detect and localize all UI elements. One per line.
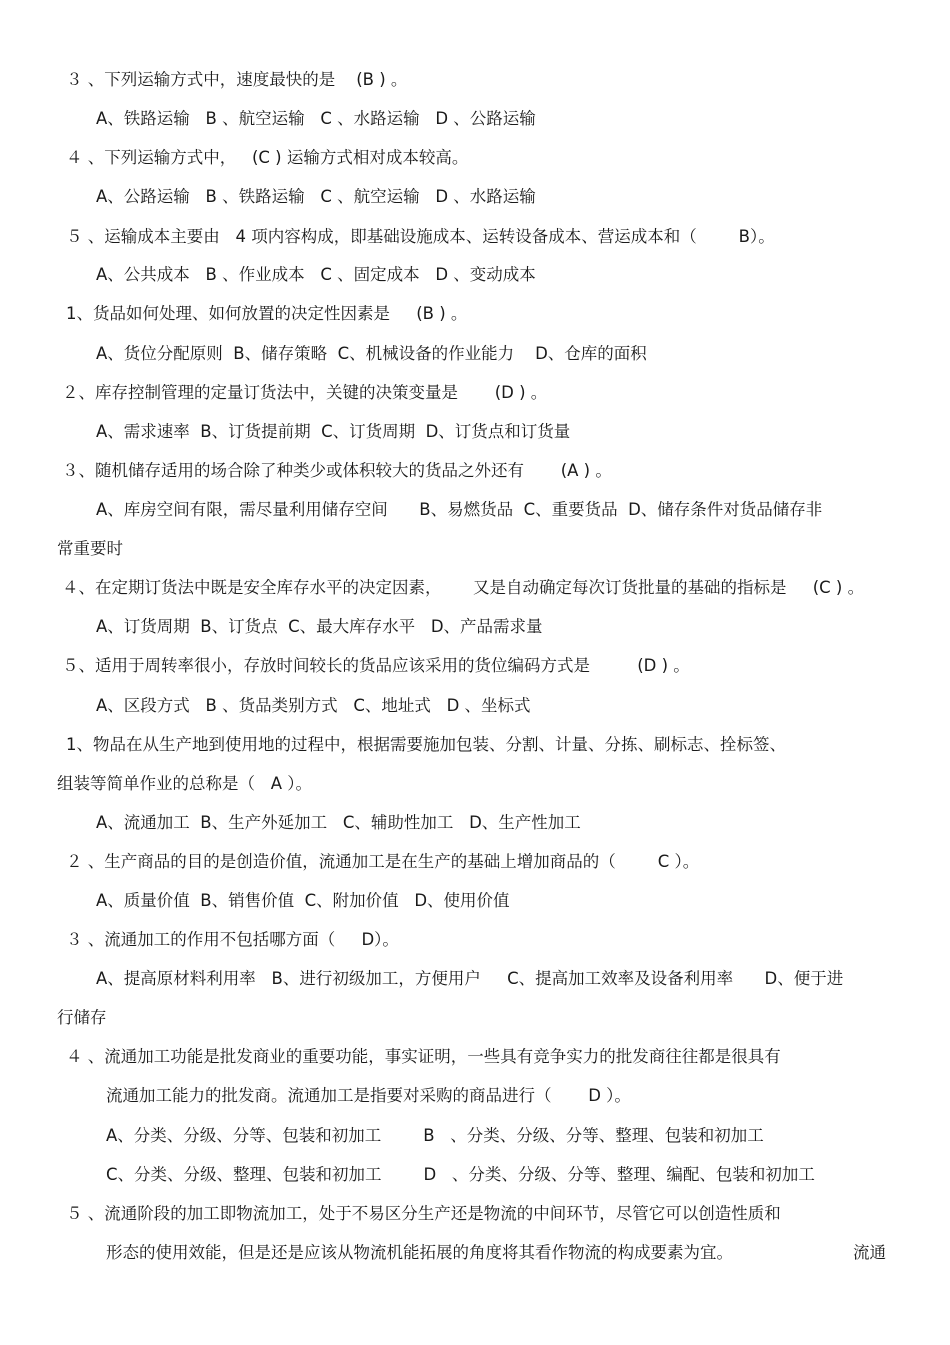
question-3-transport-speed: ３ 、下列运输方式中，速度最快的是 (B ) 。: [66, 70, 408, 89]
question-2-value-added: ２ 、生产商品的目的是创造价值，流通加工是在生产的基础上增加商品的（ C ）。: [66, 852, 700, 871]
trailing-word: 流通: [853, 1243, 886, 1262]
question-4-wholesale-processing: ４ 、流通加工功能是批发商业的重要功能，事实证明，一些具有竞争实力的批发商往往都是很具有: [66, 1047, 781, 1066]
options-question-4-transport-cost: A、公路运输 B 、铁路运输 C 、航空运输 D 、水路运输: [96, 187, 536, 206]
question-5-location-coding: ５、适用于周转率很小，存放时间较长的货品应该采用的货位编码方式是 (D ) 。: [62, 656, 690, 675]
options-question-1-distribution-processing: A、流通加工 B、生产外延加工 C、辅助性加工 D、生产性加工: [96, 813, 581, 832]
options-question-5-location-coding: A、区段方式 B 、货品类别方式 C、地址式 D 、坐标式: [96, 696, 531, 715]
question-1-distribution-processing-cont: 组装等简单作业的总称是（ A ）。: [57, 774, 313, 793]
options-question-3-random-storage-cont: 常重要时: [57, 539, 123, 558]
question-5-logistics-processing: ５ 、流通阶段的加工即物流加工，处于不易区分生产还是物流的中间环节，尽管它可以创造性质和: [66, 1204, 781, 1223]
options-question-3-random-storage: A、库房空间有限，需尽量利用储存空间 B、易燃货品 C、重要货品 D、储存条件对货品储存非: [96, 500, 823, 519]
question-5-transport-cost-components: ５ 、运输成本主要由 4 项内容构成，即基础设施成本、运转设备成本、营运成本和（ B）。: [66, 227, 775, 246]
question-3-random-storage: ３、随机储存适用的场合除了种类少或体积较大的货品之外还有 (A ) 。: [62, 461, 612, 480]
options-question-3-processing-role-cont: 行储存: [57, 1008, 107, 1027]
question-1-storage-factor: 1、货品如何处理、如何放置的决定性因素是 (B ) 。: [66, 304, 468, 323]
options-question-2-value-added: A、质量价值 B、销售价值 C、附加价值 D、使用价值: [96, 891, 510, 910]
question-4-transport-cost: ４ 、下列运输方式中， (C ) 运输方式相对成本较高。: [66, 148, 469, 167]
question-4-wholesale-processing-cont: 流通加工能力的批发商。流通加工是指要对采购的商品进行（ D ）。: [106, 1086, 631, 1105]
question-4-periodic-order: ４、在定期订货法中既是安全库存水平的决定因素， 又是自动确定每次订货批量的基础的指标是 (C ) 。: [62, 578, 865, 597]
options-question-4-cd: C、分类、分级、整理、包装和初加工 D 、分类、分级、分等、整理、编配、包装和初加工: [106, 1165, 815, 1184]
options-question-2-fixed-quantity-order: A、需求速率 B、订货提前期 C、订货周期 D、订货点和订货量: [96, 422, 571, 441]
question-5-logistics-processing-cont: 形态的使用效能，但是还是应该从物流机能拓展的角度将其看作物流的构成要素为宜。: [106, 1243, 733, 1262]
options-question-3-processing-role: A、提高原材料利用率 B、进行初级加工，方便用户 C、提高加工效率及设备利用率 D、便于进: [96, 969, 844, 988]
options-question-5-transport-cost-components: A、公共成本 B 、作业成本 C 、固定成本 D 、变动成本: [96, 265, 536, 284]
question-2-fixed-quantity-order: ２、库存控制管理的定量订货法中，关键的决策变量是 (D ) 。: [62, 383, 548, 402]
question-3-processing-role: ３ 、流通加工的作用不包括哪方面（ D）。: [66, 930, 399, 949]
options-question-4-periodic-order: A、订货周期 B、订货点 C、最大库存水平 D、产品需求量: [96, 617, 543, 636]
options-question-4-ab: A、分类、分级、分等、包装和初加工 B 、分类、分级、分等、整理、包装和初加工: [106, 1126, 764, 1145]
question-1-distribution-processing: 1、物品在从生产地到使用地的过程中，根据需要施加包装、分割、计量、分拣、刷标志、拴标签、: [66, 735, 786, 754]
options-question-3-transport-speed: A、铁路运输 B 、航空运输 C 、水路运输 D 、公路运输: [96, 109, 536, 128]
options-question-1-storage-factor: A、货位分配原则 B、储存策略 C、机械设备的作业能力 D、仓库的面积: [96, 344, 647, 363]
